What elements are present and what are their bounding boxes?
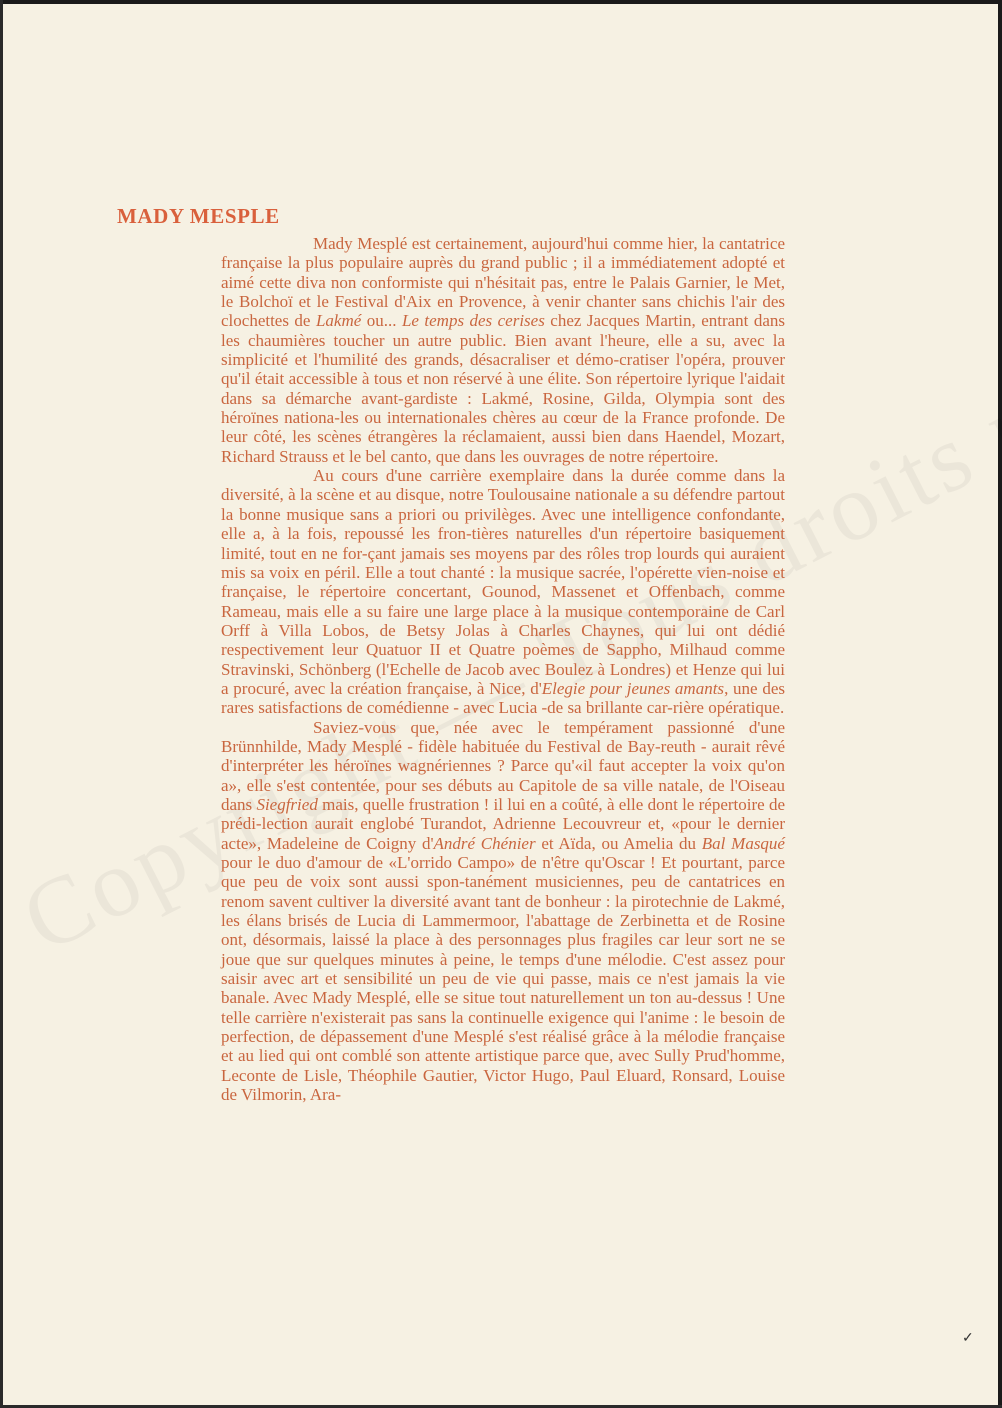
corner-check-mark: ✓ [962, 1331, 974, 1346]
text-run: Saviez-vous que, née avec le tempérament passionné d'une Brünnhilde, Mady Mesplé - fidèle habituée du Festival de Bay-reuth - aurait rêvé d'interpréter les héroïnes wagnériennes ? Parce qu'«il faut accepter la voix qu'on a», elle s'est contentée, pour ses débuts au Capitole de sa ville natale, de l'Oiseau dans [221, 717, 785, 814]
text-run: Au cours d'une carrière exemplaire dans la durée comme dans la diversité, à la scène et au disque, notre Toulousaine nationale a su défendre partout la bonne musique sans a priori ou privilèges. Avec une intelligence confondante, elle a, à la fois, repoussé les fron-tières naturelles d'un répertoire basiquement limité, tout en ne for-çant jamais ses moyens par des rôles trop lourds qui auraient mis sa voix en péril. Elle a tout chanté : la musique sacrée, l'opérette vien-noise et française, le répertoire concertant, Gounod, Massenet et Offenbach, comme Rameau, mais elle a su faire une large place à la musique contemporaine de Carl Orff à Villa Lobos, de Betsy Jolas à Charles Chaynes, qui lui ont dédié respectivement leur Quatuor II et Quatre poèmes de Sappho, Milhaud comme Stravinski, Schönberg (l'Echelle de Jacob avec Boulez à Londres) et Henze qui lui a procuré, avec la création française, à Nice, d' [221, 466, 785, 698]
text-run: Mady Mesplé est certainement, aujourd'hui comme hier, la cantatrice française la plus populaire auprès du grand public ; il a immédiatement adopté et aimé cette diva non conformiste qui n'hésitait pas, entre le Palais Garnier, le Met, le Bolchoï et le Festival d'Aix en Provence, à venir chanter sans chichis l'air des clochettes de [221, 234, 785, 331]
paragraph-2 [221, 466, 785, 717]
paragraph-3 [221, 718, 785, 1105]
scan-border-left [0, 0, 3, 1408]
italic-title: Le temps des cerises [401, 311, 545, 331]
text-run: , une des rares satisfactions de comédienne - avec Lucia -de sa brillante car-rière opératique. [221, 678, 785, 718]
text-run: et Aïda, ou Amelia du [535, 833, 702, 853]
text-run: mais, quelle frustration ! il lui en a coûté, à elle dont le répertoire de prédi-lection aurait englobé Turandot, Adrienne Lecouvreur et, «pour le dernier acte», Madeleine de Coigny d' [221, 794, 785, 853]
article-body [221, 234, 785, 1104]
text-run: pour le duo d'amour de «L'orrido Campo» de n'être qu'Oscar ! Et pourtant, parce que peu de voix sont aussi spon-tanément musiciennes, peu de cantatrices en renom savent cultiver la diversité avant tant de bonheur : la pirotechnie de Lakmé, les élans brisés de Lucia di Lammermoor, l'abattage de Zerbinetta et de Rosine ont, désormais, laissé la place à des personnages plus fragiles car leur sort ne se joue que sur quelques minutes à peine, le temps d'une mélodie. C'est assez pour saisir avec art et sensibilité un peu de vie qui passe, mais ce n'est jamais la vie banale. Avec Mady Mesplé, elle se situe tout naturellement un ton au-dessus ! Une telle carrière n'existerait pas sans la continuelle exigence qui l'anime : le besoin de perfection, de dépassement d'une Mesplé s'est réalisé grâce à la mélodie française et au lied qui ont comblé son attente artistique parce que, avec Sully Prud'homme, Leconte de Lisle, Théophile Gautier, Victor Hugo, Paul Eluard, Ronsard, Louise de Vilmorin, Ara- [221, 853, 785, 1105]
paragraph-1 [221, 234, 785, 466]
article-heading: MADY MESPLE [117, 204, 280, 228]
italic-title: André Chénier [433, 833, 536, 853]
italic-title: Elegie pour jeunes amants [541, 678, 725, 698]
scan-border-top [0, 0, 1002, 4]
text-run: chez Jacques Martin, entrant dans les chaumières toucher un autre public. Bien avant l'heure, elle a su, avec la simplicité et l'humilité des grands, désacraliser et démo-cratiser l'opéra, prouver qu'il était accessible à tous et non réservé à une élite. Son répertoire lyrique l'aidait dans sa démarche avant-gardiste : Lakmé, Rosine, Gilda, Olympia sont des héroïnes nationa-les ou internationales chères au cœur de la France profonde. De leur côté, les scènes étrangères la réclamaient, aussi bien dans Haendel, Mozart, Richard Strauss et le bel canto, que dans les ouvrages de notre répertoire. [221, 311, 786, 466]
scan-border-right [998, 0, 1002, 1408]
italic-title: Siegfried [256, 794, 318, 814]
italic-title: Bal Masqué [701, 833, 785, 853]
text-run: ou... [361, 311, 402, 331]
italic-title: Lakmé [315, 311, 362, 331]
